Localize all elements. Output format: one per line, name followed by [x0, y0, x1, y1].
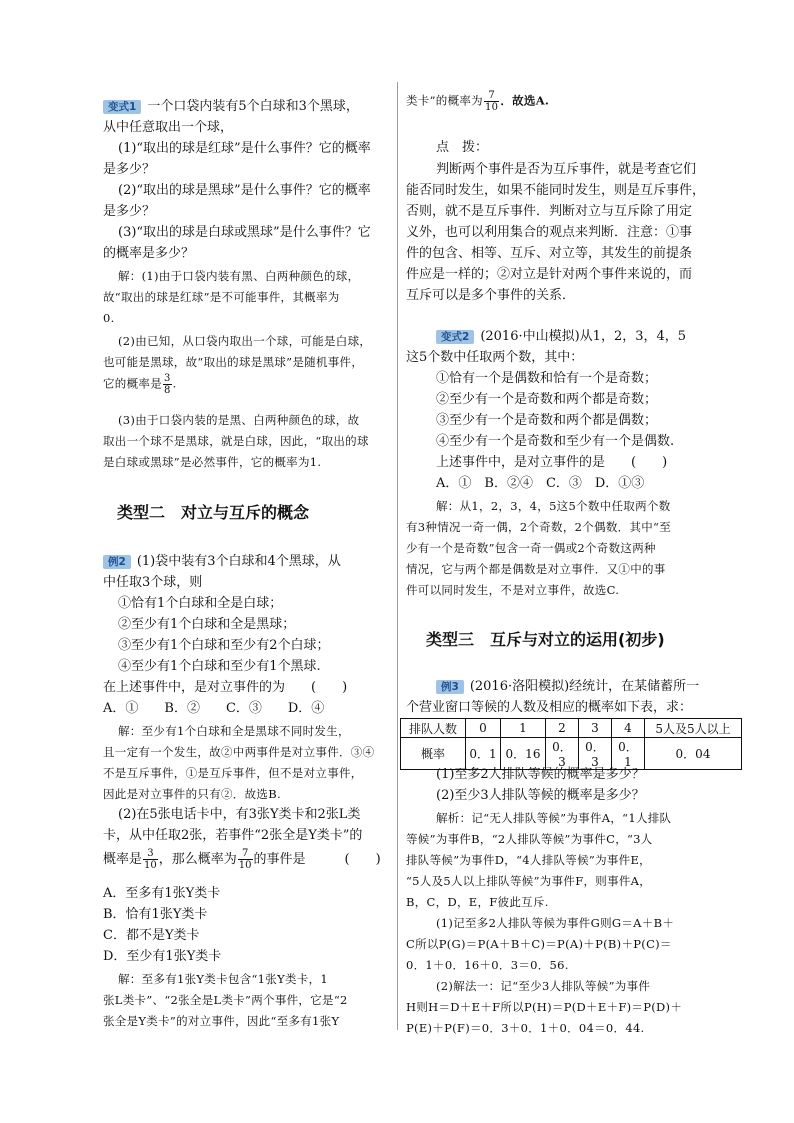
fraction: $\frac{7}{10}$	[238, 848, 252, 871]
tip-label: 点 拨：	[436, 140, 489, 155]
tip-line: 互斥可以是多个事件的关系．	[406, 288, 576, 303]
option-line: ①恰有一个是偶数和恰有一个是奇数；	[436, 371, 658, 386]
solution-line: 等候”为事件B，“2人排队等候”为事件C，“3人	[406, 832, 653, 846]
solution-line: (2)由已知，从口袋内取出一个球，可能是白球，	[118, 334, 372, 348]
question-line: 概率是 $\frac{3}{10}$ ，那么概率为 $\frac{7}{10}$ 的事件是 ( )	[103, 848, 381, 871]
table-cell: 0．04	[645, 738, 742, 770]
table-cell: 0．1	[466, 738, 501, 770]
solution-line: C所以P(G)＝P(A＋B＋C)＝P(A)＋P(B)＋P(C)＝	[406, 937, 672, 951]
tip-line: 否则，就不是互斥事件．判断对立与互斥除了用定	[406, 204, 693, 219]
choice-d: D．至少有1张Y类卡	[103, 949, 222, 964]
table-cell: 2	[546, 719, 579, 738]
variant-badge: 变式1	[103, 100, 141, 114]
question-line: (1)至多2人排队等候的概率是多少？	[436, 767, 645, 782]
text-line: 从中任意取出一个球，	[103, 120, 234, 135]
choices-line: A．① B．②④ C．③ D．①③	[436, 476, 645, 491]
solution-line: 张L类卡”、“2张全是L类卡”两个事件，它是“2	[103, 993, 348, 1007]
solution-line: 故“取出的球是红球”是不可能事件，其概率为	[103, 290, 340, 304]
column-divider	[397, 82, 398, 1030]
solution-line: 且一定有一个发生，故②中两事件是对立事件．③④	[103, 745, 375, 759]
option-line: ②至少有1个白球和全是黑球；	[118, 617, 296, 632]
solution-line: 解析：记“无人排队等候”为事件A，“1人排队	[436, 811, 672, 825]
solution-line: 件可以同时发生，不是对立事件，故选C.	[406, 583, 620, 597]
table-cell: 1	[501, 719, 546, 738]
question-line: 是多少？	[103, 204, 156, 219]
table-cell: 3	[579, 719, 612, 738]
question-line: (2)至少3人排队等候的概率是多少？	[436, 788, 645, 803]
table-cell: 0．3	[546, 738, 579, 770]
variant1-intro: 变式1 一个口袋内装有5个白球和3个黑球，	[103, 98, 359, 116]
table-cell: 0	[466, 719, 501, 738]
table-header-row	[401, 719, 742, 738]
variant2-intro: 变式2 (2016·中山模拟)从1，2，3，4，5	[436, 328, 686, 346]
question-line: (1)“取出的球是红球”是什么事件？它的概率	[118, 141, 371, 156]
table-cell: 4	[612, 719, 645, 738]
section-heading-type2: 类型二 对立与互斥的概念	[117, 503, 310, 522]
solution-line: 类卡”的概率为 $\frac{7}{10}$ ．故选A.	[406, 90, 550, 113]
question-line: 上述事件中，是对立事件的是 ( )	[436, 455, 668, 470]
text-line: 这5个数中任取两个数，其中：	[406, 350, 584, 365]
table-cell: 0．1	[612, 738, 645, 770]
question-line: 卡，从中任取2张，若事件“2张全是Y类卡”的	[103, 828, 363, 843]
table-cell: 0．16	[501, 738, 546, 770]
question-line: (2)“取出的球是黑球”是什么事件？它的概率	[118, 183, 371, 198]
option-line: ②至少有一个是奇数和两个都是奇数；	[436, 392, 658, 407]
option-line: ①恰有1个白球和全是白球；	[118, 596, 283, 611]
solution-line: 因此是对立事件的只有②．故选B.	[103, 787, 281, 801]
solution-line: 张全是Y类卡”的对立事件，因此“至多有1张Y	[103, 1014, 340, 1028]
tip-line: 判断两个事件是否为互斥事件，就是考查它们	[436, 162, 697, 177]
question-line: (2)在5张电话卡中，有3张Y类卡和2张L类	[118, 807, 361, 822]
variant-badge: 变式2	[436, 330, 474, 344]
table-cell: 排队人数	[401, 719, 466, 738]
text-line: 中任取3个球，则	[103, 575, 203, 590]
question-line: 是多少？	[103, 162, 156, 177]
table-cell: 概率	[401, 738, 466, 770]
table-row	[401, 738, 742, 770]
choice-b: B．恰有1张Y类卡	[103, 907, 208, 922]
solution-line: 解：(1)由于口袋内装有黑、白两种颜色的球，	[118, 269, 360, 283]
solution-line: (1)记至多2人排队等候为事件G则G＝A＋B＋	[436, 916, 675, 930]
solution-line: 是白球或黑球”是必然事件，它的概率为1.	[103, 455, 322, 469]
example-badge: 例2	[103, 555, 131, 569]
solution-line: 解：从1，2，3，4，5这5个数中任取两个数	[436, 499, 671, 513]
solution-line: 有3种情况一奇一偶，2个奇数，2个偶数．其中“至	[406, 520, 672, 534]
solution-line: “5人及5人以上排队等候”为事件F，则事件A，	[406, 874, 652, 888]
choices-line: A．① B．② C．③ D．④	[103, 701, 325, 716]
tip-line: 件的包含、相等、互斥、对立等，其发生的前提条	[406, 246, 693, 261]
question-line: 在上述事件中，是对立事件的为 ( )	[103, 680, 348, 695]
section-heading-type3: 类型三 互斥与对立的运用(初步)	[426, 630, 665, 649]
solution-line: 不是互斥事件，①是互斥事件，但不是对立事件，	[103, 766, 363, 780]
choice-c: C．都不是Y类卡	[103, 928, 200, 943]
probability-table	[400, 718, 742, 770]
option-line: ④至少有1个白球和至少有1个黑球.	[118, 659, 321, 674]
text-line: 个营业窗口等候的人数及相应的概率如下表，求：	[406, 700, 693, 715]
solution-line: 取出一个球不是黑球，就是白球，因此，“取出的球	[103, 434, 369, 448]
solution-line: 0．1＋0．16＋0．3＝0．56.	[406, 958, 569, 972]
solution-line: 解：至多有1张Y类卡包含“1张Y类卡，1	[118, 972, 329, 986]
option-line: ③至少有1个白球和至少有2个白球；	[118, 638, 330, 653]
table-cell: 5人及5人以上	[645, 719, 742, 738]
solution-line: 也可能是黑球，故“取出的球是黑球”是随机事件，	[103, 355, 364, 369]
solution-line: (2)解法一：记“至少3人排队等候”为事件	[436, 979, 651, 993]
fraction: $\frac{3}{10}$	[144, 848, 157, 871]
solution-line: 少有一个是奇数”包含一奇一偶或2个奇数这两种	[406, 541, 656, 555]
example-badge: 例3	[436, 680, 464, 694]
tip-line: 能否同时发生，如果不能同时发生，则是互斥事件，	[406, 183, 706, 198]
solution-line: 解：至少有1个白球和全是黑球不同时发生，	[118, 724, 350, 738]
solution-line: 排队等候”为事件D，“4人排队等候”为事件E，	[406, 853, 651, 867]
choice-a: A．至多有1张Y类卡	[103, 886, 221, 901]
fraction: $\frac{3}{8}$	[164, 373, 171, 396]
question-line: (3)“取出的球是白球或黑球”是什么事件？它	[118, 225, 371, 240]
fraction: $\frac{7}{10}$	[484, 90, 499, 113]
tip-line: 义外，也可以利用集合的观点来判断．注意：①事	[406, 225, 693, 240]
example2-intro: 例2 (1)袋中装有3个白球和4个黑球，从	[103, 553, 341, 571]
option-line: ③至少有一个是奇数和两个都是偶数；	[436, 413, 658, 428]
solution-line: 它的概率是 $\frac{3}{8}$ .	[103, 373, 177, 396]
table-cell: 0．3	[579, 738, 612, 770]
solution-line: 0.	[103, 311, 115, 325]
tip-line: 件应是一样的；②对立是针对两个事件来说的，而	[406, 267, 693, 282]
solution-line: (3)由于口袋内装的是黑、白两种颜色的球，故	[118, 413, 360, 427]
solution-line: P(E)＋P(F)＝0．3＋0．1＋0．04＝0．44.	[406, 1021, 645, 1035]
solution-line: 情况，它与两个都是偶数是对立事件．又①中的事	[406, 562, 666, 576]
solution-line: B，C，D，E，F彼此互斥.	[406, 895, 549, 909]
question-line: 的概率是多少？	[103, 246, 195, 261]
solution-line: H则H＝D＋E＋F所以P(H)＝P(D＋E＋F)＝P(D)＋	[406, 1000, 683, 1014]
example3-intro: 例3 (2016·洛阳模拟)经统计，在某储蓄所一	[436, 678, 699, 696]
option-line: ④至少有一个是奇数和至少有一个是偶数.	[436, 434, 675, 449]
